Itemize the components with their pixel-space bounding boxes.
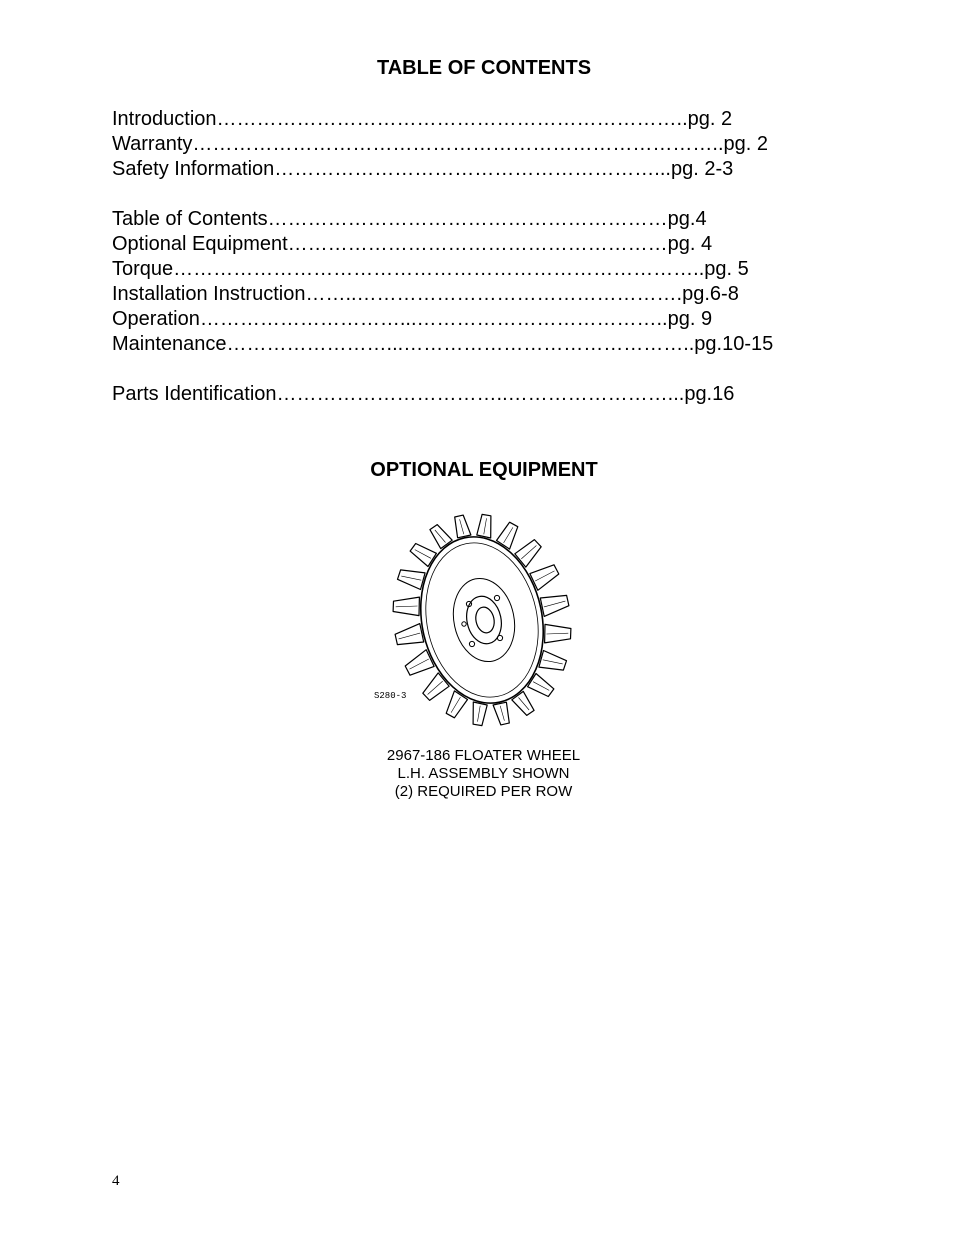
wheel-tooth xyxy=(539,651,567,671)
toc-entry-safety-information: Safety Information…………………………………………………...pg. 2-3 xyxy=(112,158,734,180)
wheel-tooth xyxy=(493,702,509,725)
wheel-tooth xyxy=(540,595,569,616)
wheel-tooth xyxy=(477,514,491,538)
toc-list xyxy=(112,107,832,407)
toc-entry-installation-instruction: Installation Instruction……..………………………………………….pg.6-8 xyxy=(112,283,739,305)
figure-label: S280-3 xyxy=(374,691,407,701)
wheel-tooth xyxy=(473,702,487,726)
toc-entry-warranty: Warranty……………………………………………………………………..pg. 2 xyxy=(112,133,768,155)
toc-entry-operation: Operation…………………………...………………………………..pg. 9 xyxy=(112,308,713,330)
optional-equipment-title: OPTIONAL EQUIPMENT xyxy=(370,459,598,481)
wheel-tooth xyxy=(398,570,426,590)
toc-spacer xyxy=(112,357,832,382)
floater-wheel-drawing xyxy=(366,492,602,736)
toc-entry-table-of-contents: Table of Contents……………………………………………………pg.4 xyxy=(112,208,707,230)
toc-entry-optional-equipment: Optional Equipment…………………………………………………pg. 4 xyxy=(112,233,713,255)
caption-line: L.H. ASSEMBLY SHOWN xyxy=(397,765,570,782)
caption-line: 2967-186 FLOATER WHEEL xyxy=(386,747,581,764)
toc-entry-torque: Torque……………………………………………………………………..pg. 5 xyxy=(112,258,749,280)
toc-entry-introduction: Introduction……………………………………………………………..pg. 2 xyxy=(112,108,733,130)
toc-entry-maintenance: Maintenance……………………...……………………………………..pg.10-15 xyxy=(112,333,774,355)
floater-wheel-icon xyxy=(366,492,602,736)
caption-line: (2) REQUIRED PER ROW xyxy=(394,783,573,800)
toc-title: TABLE OF CONTENTS xyxy=(376,57,592,79)
page-number: 4 xyxy=(112,1173,120,1189)
figure-caption xyxy=(0,747,954,801)
wheel-tooth xyxy=(455,515,471,538)
wheel-tooth xyxy=(395,624,424,645)
toc-spacer xyxy=(112,182,832,207)
toc-entry-parts-identification: Parts Identification……………………………..……………………...pg.16 xyxy=(112,383,735,405)
